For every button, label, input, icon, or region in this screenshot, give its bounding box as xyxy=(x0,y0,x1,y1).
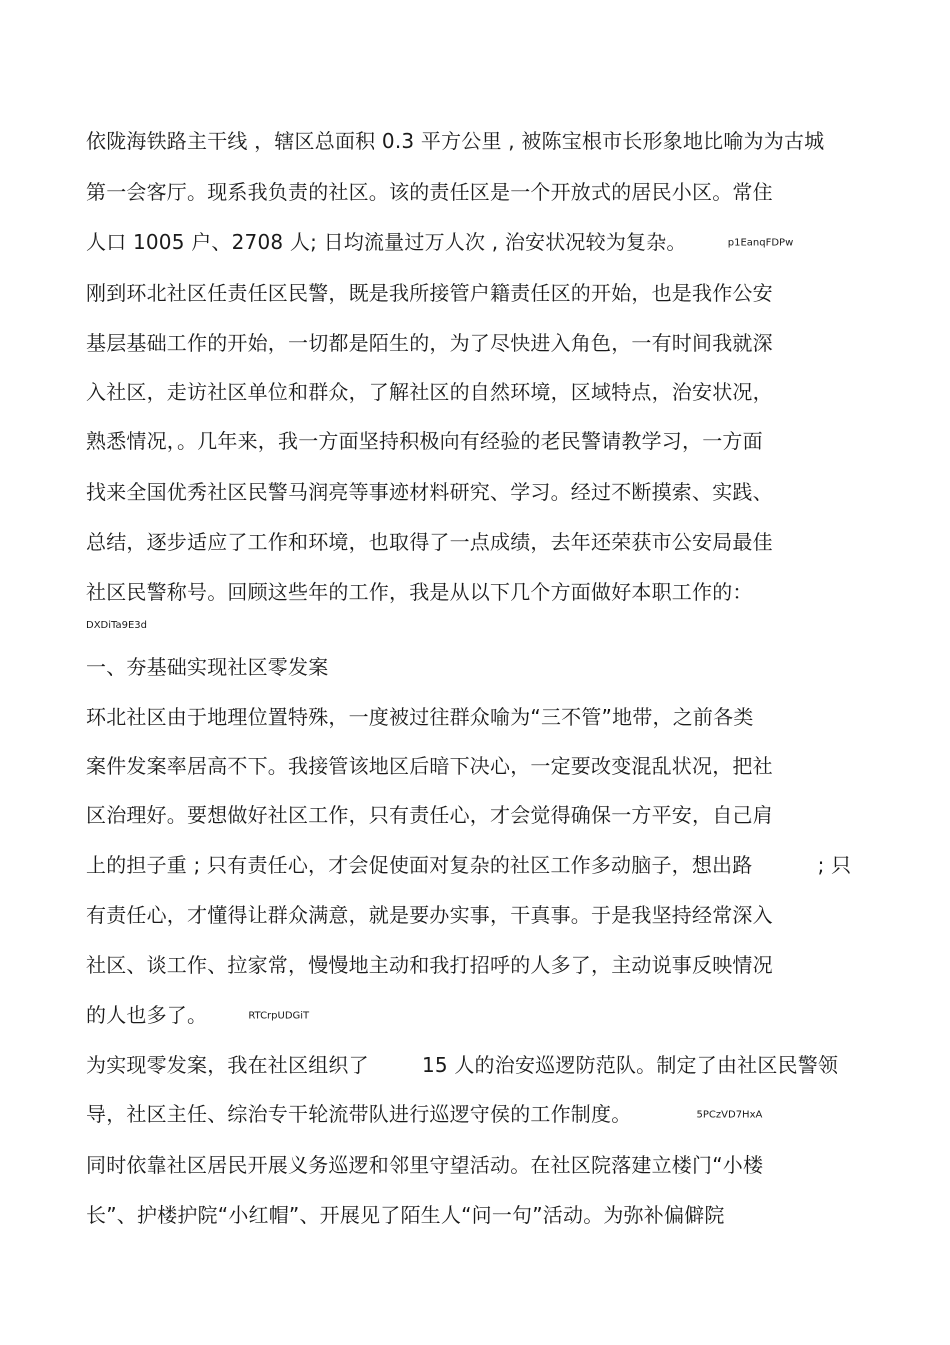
text-line-18 xyxy=(86,1003,309,1029)
text-line-9 xyxy=(86,530,773,554)
text-line-4 xyxy=(86,281,773,305)
text-line-22 xyxy=(86,1203,725,1227)
doc-code-1: p1EanqFDPw xyxy=(727,237,794,249)
text-line-16 xyxy=(86,903,773,927)
text-line-19 xyxy=(86,1053,838,1077)
doc-code-2 xyxy=(86,620,147,632)
text-line-15-content: 上的担子重 ; 只有责任心，才会促使面对复杂的社区工作多动脑子，想出路 xyxy=(86,853,753,877)
text-line-20 xyxy=(86,1102,762,1128)
text-line-10 xyxy=(86,580,753,604)
text-line-22-content: 长”、护楼护院“小红帽”、开展见了陌生人“问一句”活动。为弥补偏僻院 xyxy=(86,1203,725,1227)
text-line-18-content: 的人也多了。 xyxy=(86,1003,208,1027)
text-line-12-content: 环北社区由于地理位置特殊，一度被过往群众喻为“三不管”地带，之前各类 xyxy=(86,705,754,729)
doc-code-2-text: DXDiTa9E3d xyxy=(86,620,148,631)
text-line-13-content: 案件发案率居高不下。我接管该地区后暗下决心，一定要改变混乱状况，把社 xyxy=(86,754,773,778)
text-line-21-content: 同时依靠社区居民开展义务巡逻和邻里守望活动。在社区院落建立楼门“小楼 xyxy=(86,1153,764,1177)
text-line-6-content: 入社区，走访社区单位和群众，了解社区的自然环境，区域特点，治安状况， xyxy=(86,380,773,404)
text-line-2 xyxy=(86,180,773,204)
text-line-14 xyxy=(86,803,773,827)
text-line-5 xyxy=(86,331,773,355)
text-line-3 xyxy=(86,230,793,256)
text-line-16-content: 有责任心，才懂得让群众满意，就是要办实事，干真事。于是我坚持经常深入 xyxy=(86,903,773,927)
section-heading xyxy=(86,655,328,679)
text-line-2-content: 第一会客厅。现系我负责的社区。该的责任区是一个开放式的居民小区。常住 xyxy=(86,180,773,204)
text-line-1-content: 依陇海铁路主干线 ，辖区总面积 0.3 平方公里 , 被陈宝根市长形象地比喻为为古城 xyxy=(86,129,825,153)
text-line-19-content: 为实现零发案，我在社区组织了 xyxy=(86,1053,369,1077)
text-line-7-content: 熟悉情况，。几年来，我一方面坚持积极向有经验的老民警请教学习，一方面 xyxy=(86,429,763,453)
text-line-3-content: 人口 1005 户、2708 人; 日均流量过万人次 , 治安状况较为复杂。 xyxy=(86,230,687,254)
text-line-20-content: 导，社区主任、综治专干轮流带队进行巡逻守侯的工作制度。 xyxy=(86,1102,632,1126)
text-line-4-content: 刚到环北社区任责任区民警，既是我所接管户籍责任区的开始，也是我作公安 xyxy=(86,281,773,305)
text-line-8 xyxy=(86,480,773,504)
section-heading-text: 一、夯基础实现社区零发案 xyxy=(86,655,329,679)
doc-code-4: 5PCzVD7HxA xyxy=(696,1109,763,1121)
text-line-10-content: 社区民警称号。回顾这些年的工作，我是从以下几个方面做好本职工作的： xyxy=(86,580,753,604)
text-line-15 xyxy=(86,853,851,877)
text-line-7 xyxy=(86,429,763,453)
text-line-5-content: 基层基础工作的开始，一切都是陌生的，为了尽快进入角色，一有时间我就深 xyxy=(86,331,773,355)
text-line-21 xyxy=(86,1153,763,1177)
text-line-6 xyxy=(86,380,773,404)
text-line-12 xyxy=(86,705,754,729)
text-line-9-content: 总结，逐步适应了工作和环境，也取得了一点成绩，去年还荣获市公安局最佳 xyxy=(86,530,773,554)
text-line-8-content: 找来全国优秀社区民警马润亮等事迹材料研究、学习。经过不断摸索、实践、 xyxy=(86,480,773,504)
text-line-14-content: 区治理好。要想做好社区工作，只有责任心，才会觉得确保一方平安，自己肩 xyxy=(86,803,773,827)
text-line-19-tail: 15 人的治安巡逻防范队。制定了由社区民警领 xyxy=(421,1053,839,1077)
text-line-13 xyxy=(86,754,773,778)
doc-code-3: RTCrpUDGiT xyxy=(248,1010,310,1022)
text-line-17-content: 社区、谈工作、拉家常，慢慢地主动和我打招呼的人多了，主动说事反映情况 xyxy=(86,953,773,977)
text-line-15-tail: ; 只 xyxy=(817,853,852,877)
text-line-1 xyxy=(86,129,824,153)
text-line-17 xyxy=(86,953,773,977)
